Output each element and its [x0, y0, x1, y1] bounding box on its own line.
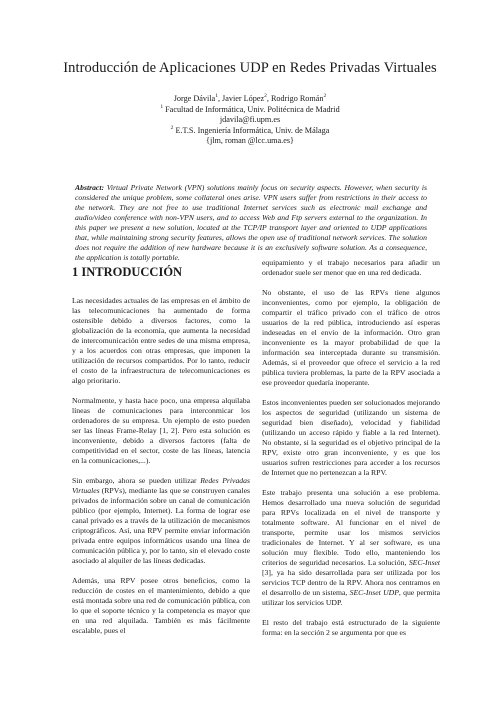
affiliation-text: Facultad de Informática, Univ. Politécnica de Madrid	[163, 104, 340, 114]
author-name: , Javier López	[217, 94, 265, 103]
email-1: jdavila@fi.upm.es	[219, 115, 281, 125]
section-heading: 1 INTRODUCCIÓN	[72, 265, 183, 279]
right-column	[262, 258, 440, 648]
paragraph	[72, 476, 250, 566]
author-sup: 1	[215, 93, 218, 99]
paper-title: Introducción de Aplicaciones UDP en Redes Privadas Virtuales	[63, 60, 437, 76]
affiliation-1	[0, 105, 500, 116]
paragraph: Normalmente, y hasta hace poco, una empresa alquilaba líneas de comunicaciones para interconmicar los ordenadores de su empresa. Un ejemplo de esto pueden ser las líneas Frame-Relay [1, 2]. Pero esta solución es inconveniente, debido a diversos factores (falta de competitividad en el sector, coste de las líneas, latencia en la comunicaciones,...).	[72, 396, 250, 465]
abstract	[75, 183, 427, 263]
paragraph: Las necesidades actuales de las empresas en el ámbito de las telecomunicaciones ha aumentado de forma ostensible debido a diversos factores, como la globalización de la economía, que aumenta la necesidad de intercomunicación entre sedes de una misma empresa, y a los acuerdos con otras empresas, que imponen la utilización de recursos compartidos. Por lo tanto, reducir el costo de la infraestructura de telecomunicaciones es algo prioritario.	[72, 296, 250, 385]
email-2: {jlm, roman @lcc.uma.es}	[206, 136, 294, 146]
author-block	[0, 94, 500, 147]
paragraph: Estos inconvenientes pueden ser solucionados mejorando los aspectos de seguridad (utilizando un sistema de seguridad bien diseñado), velocidad y fiabilidad (utilizando un acceso rápido y fiable a la red Internet). No obstante, si la seguridad es el objetivo principal de la RPV, existe otro gran inconveniente, y es que los usuarios sufren restricciones para acceder a los recursos de Internet que no pertenezcan a la RPV.	[262, 398, 440, 477]
paragraph: No obstante, el uso de las RPVs tiene algunos inconvenientes, como por ejemplo, la obligación de compartir el tráfico privado con el tráfico de otros usuarios de la red pública, introduciendo así esperas indeseadas en el envío de la información. Otro gran inconveniente es la mayor probabilidad de que la información sea interceptada durante su transmisión. Además, si el proveedor que ofrece el servicio a la red pública tuviera problemas, la parte de la RPV asociada a ese proveedor quedaría inoperante.	[262, 288, 440, 387]
author-sup: 2	[323, 93, 327, 99]
author-name: , Rodrigo Román	[266, 94, 324, 103]
author-name: Jorge Dávila	[173, 94, 216, 103]
text-run: [3], ya ha sido desarrollada para ser utilizada por los servicios TCP dentro de la RPV. Ahora nos centramos en el desarrollo de un sistema,	[262, 568, 440, 597]
paragraph	[262, 488, 440, 608]
affiliation-sup: 1	[160, 103, 164, 110]
affiliation-2	[0, 126, 500, 137]
italic-term: SEC-Inset	[408, 558, 440, 567]
left-column	[72, 258, 250, 646]
author-names	[0, 94, 500, 105]
affiliation-sup: 2	[170, 124, 174, 131]
italic-term: SEC-Inset UDP	[349, 588, 399, 597]
paragraph: Además, una RPV posee otros beneficios, como la reducción de costes en el mantenimiento, debido a que está montada sobre una red de comunicación pública, con lo que el soporte técnico y la competencia es mayor que en una red alquilada. También es más fácilmente escalable, pues el	[72, 576, 250, 635]
paragraph: equipamiento y el trabajo necesarios para añadir un ordenador suele ser menor que en una red dedicada.	[262, 258, 440, 277]
text-run: Este trabajo presenta una solución a ese problema. Hemos desarrollado una nueva solución de seguridad para RPVs localizada en el nivel de transporte y totalmente software. Al funcionar en el nivel de transporte, permite usar los mismos servicios tradicionales de Internet. Y al ser software, es una solución muy flexible. Todo ello, manteniendo los criterios de seguridad necesarios. La solución,	[262, 488, 440, 567]
affiliation-text: E.T.S. Ingeniería Informática, Univ. de Málaga	[173, 125, 330, 135]
text-run: (RPVs), mediante las que se construyen canales privados de información sobre un canal de comunicación público (por ejemplo, Internet). La forma de lograr ese canal privado es a través de la utilización de mecanismos criptográficos. Así, una RPV permite enviar información privada entre equipos informáticos usando una línea de comunicación pública y, por lo tanto, sin el elevado coste asociado al alquiler de las líneas dedicadas.	[72, 486, 250, 565]
abstract-text: Virtual Private Network (VPN) solutions mainly focus on security aspects. However, when security is considered the unique problem, some collateral ones arise. VPN users suffer from restrictions in their access to the network. They are not free to use traditional Internet services such as electronic mail exchange and audio/video conference with non-VPN users, and to access Web and Ftp servers external to the organization. In this paper we present a new solution, located at the TCP/IP transport layer and oriented to UDP applications that, while maintaining strong security features, allows the open use of traditional network services. The solution does not require the addition of new hardware because it is an exclusively software solution. As a consequence, the application is totally portable.	[75, 183, 427, 262]
text-run: Sin embargo, ahora se pueden utilizar	[72, 476, 201, 485]
paragraph: El resto del trabajo está estructurado de la siguiente forma: en la sección 2 se argumenta por que es	[262, 618, 440, 637]
author-sup: 2	[264, 93, 267, 99]
italic-term: Redes Privadas Virtuales	[72, 476, 250, 495]
abstract-label: Abstract:	[75, 183, 105, 192]
text-run: , que permita utilizar los servicios UDP.	[262, 588, 440, 607]
